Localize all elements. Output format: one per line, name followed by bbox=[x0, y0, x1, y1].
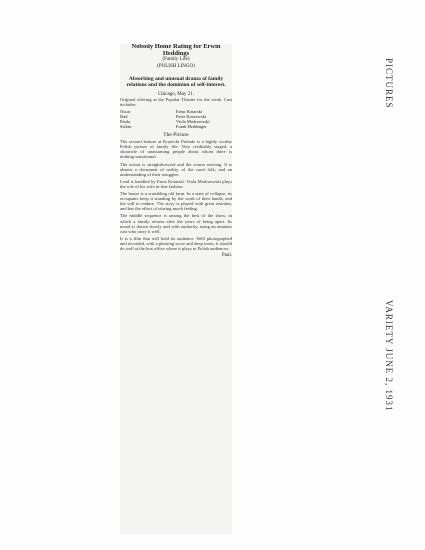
cast-role: Oscar bbox=[120, 109, 131, 115]
cast-actor: Ernst Kotarski bbox=[176, 109, 203, 115]
body-paragraph: Lead is handled by Ernst Kotarski. Viola Modrzowski plays the role of his wife in fine fashion. bbox=[120, 178, 232, 189]
review-language: (POLISH LINGO) bbox=[157, 63, 195, 69]
section-heading: The Picture bbox=[163, 132, 189, 139]
cast-list bbox=[120, 109, 232, 129]
cast-role: Dad bbox=[120, 114, 128, 120]
publication-date-label: VARIETY JUNE 2, 1931 bbox=[384, 300, 394, 412]
body-paragraph: It is a film that will hold its audience. Well photographed and recorded, with a pleasing score and deep tones, it should do well at the box office where it plays to Polish audiences. bbox=[120, 235, 232, 251]
body-paragraph: The middle sequence is among the best of the show, in which a family returns after the years of being apart. Its mood is drawn slowly and with authority, using an amateur cast who carry it well. bbox=[120, 213, 232, 234]
review-deck: Absorbing and unusual drama of family relations and the dominion of self-interest. bbox=[126, 76, 226, 88]
body-paragraph: The second feature at Krynicki Prelude is a highly worthy Polish picture of family life. Very creditably staged, a chronicle of unassuming people about whom there is nothing sensational. bbox=[120, 139, 232, 160]
review-title: Nobody Home Rating for Erwin Heddings bbox=[131, 44, 221, 57]
dateline: Chicago, May 21. bbox=[158, 92, 194, 97]
reviewer-signature: Paul. bbox=[221, 253, 232, 259]
cast-role: Paula bbox=[120, 119, 130, 125]
review-subtitle: (Family Life) bbox=[162, 57, 190, 62]
body-paragraph: The house is a crumbling old farm. In a state of collapse, its occupants keep it standing by the work of their hands, and the will to endure. The story is played with great restraint, and has the effect of stirring much feeling. bbox=[120, 191, 232, 212]
body-paragraph: The action is straightforward and the scenes moving. It is almost a document of reality, of the rural folk, and an understanding of their struggles. bbox=[120, 161, 232, 177]
section-margin-label: PICTURES bbox=[384, 58, 394, 109]
cast-actor: Peter Koszewski bbox=[176, 114, 207, 120]
cast-actor: Viola Modrzowski bbox=[176, 119, 210, 125]
cast-intro: Original offering at the Popular Theatre for the week. Cast includes: bbox=[120, 97, 232, 108]
newspaper-clipping bbox=[120, 44, 232, 534]
cast-role: Stefan bbox=[120, 124, 132, 130]
cast-actor: Frank Heddinger bbox=[176, 124, 207, 130]
